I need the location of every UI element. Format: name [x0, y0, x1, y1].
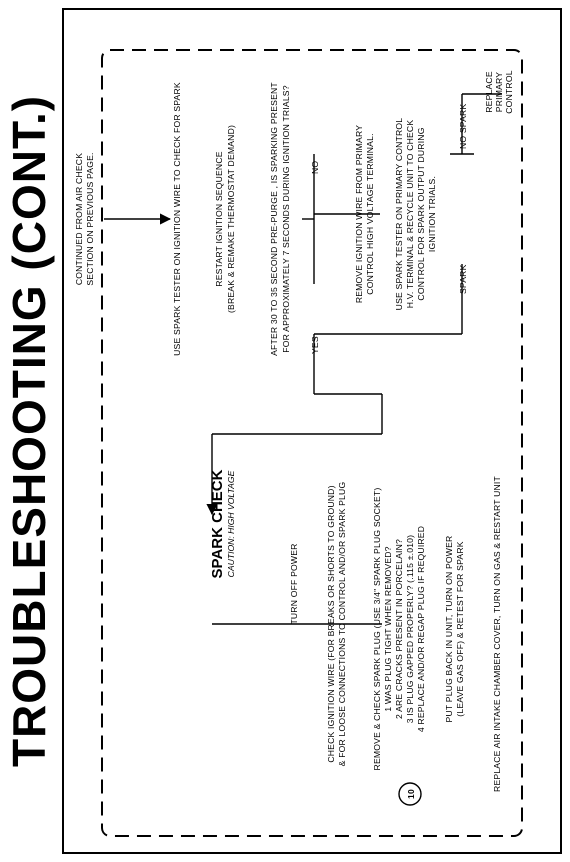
text-line: REMOVE & CHECK SPARK PLUG (USE 3/4" SPARK PLUG SOCKET): [372, 487, 382, 771]
put-plug-back-text: [444, 536, 465, 723]
text-line: AFTER 30 TO 35 SECOND PRE-PURGE , IS SPARKING PRESENT: [269, 82, 279, 356]
spark-label: SPARK: [458, 264, 468, 294]
yes-label: YES: [310, 336, 320, 354]
text-line: H.V. TERMINAL & RECYCLE UNIT TO CHECK: [405, 119, 415, 309]
text-line: FOR APPROXIMATELY 7 SECONDS DURING IGNITION TRIALS?: [281, 85, 291, 353]
text-line: 4 REPLACE AND/OR REGAP PLUG IF REQUIRED: [416, 525, 426, 733]
caution-text: CAUTION: HIGH VOLTAGE: [226, 470, 236, 578]
text-line: REMOVE IGNITION WIRE FROM PRIMARY: [354, 124, 364, 304]
spark-check-flowchart: [62, 8, 562, 854]
text-line: USE SPARK TESTER ON PRIMARY CONTROL: [394, 117, 404, 311]
text-line: CONTROL FOR SPARK OUTPUT DURING: [416, 127, 426, 301]
restart-ignition-text: [214, 125, 236, 313]
use-tester-primary-text: [394, 118, 437, 311]
text-line: PRIMARY: [494, 71, 504, 113]
no-spark-label: NO SPARK: [458, 103, 468, 149]
remove-wire-text: [354, 125, 375, 303]
continued-text: [74, 152, 95, 285]
text-line: 3 IS PLUG GAPPED PROPERLY? (.115 ±.010): [405, 534, 415, 724]
page-title-area: [0, 0, 58, 862]
text-line: PUT PLUG BACK IN UNIT, TURN ON POWER: [444, 535, 454, 723]
text-line: (LEAVE GAS OFF) & RETEST FOR SPARK: [455, 541, 465, 717]
text-line: CONTROL: [504, 70, 514, 114]
check-wire-text: [326, 482, 347, 767]
text-line: IGNITION TRIALS.: [427, 175, 437, 253]
text-line: & FOR LOOSE CONNECTIONS TO CONTROL AND/OR SPARK PLUG: [337, 481, 347, 767]
text-line: RESTART IGNITION SEQUENCE: [214, 151, 224, 287]
text-line: CONTINUED FROM AIR CHECK: [74, 152, 84, 286]
page-title: TROUBLESHOOTING (CONT.): [3, 94, 55, 768]
replace-cover-text: REPLACE AIR INTAKE CHAMBER COVER, TURN ON GAS & RESTART UNIT: [492, 476, 502, 792]
text-line: REPLACE: [484, 71, 494, 113]
use-spark-tester-text: USE SPARK TESTER ON IGNITION WIRE TO CHECK FOR SPARK: [172, 82, 182, 356]
no-label: NO: [310, 160, 320, 174]
replace-primary-text: [484, 70, 514, 113]
turn-off-power-text: TURN OFF POWER: [289, 543, 299, 625]
step-number-text: 10: [406, 789, 416, 799]
text-line: CHECK IGNITION WIRE (FOR BREAKS OR SHORTS TO GROUND): [326, 485, 336, 763]
text-line: 1 WAS PLUG TIGHT WHEN REMOVED?: [383, 546, 393, 712]
text-line: 2 ARE CRACKS PRESENT IN PORCELAIN?: [394, 538, 404, 720]
text-line: SECTION ON PREVIOUS PAGE.: [85, 152, 95, 286]
text-line: CONTROL HIGH VOLTAGE TERMINAL.: [365, 133, 375, 295]
spark-check-heading: SPARK CHECK: [209, 469, 226, 579]
text-line: (BREAK & REMAKE THERMOSTAT DEMAND): [226, 124, 236, 314]
check-plug-text: [372, 488, 426, 771]
sparking-question-text: [269, 82, 291, 356]
